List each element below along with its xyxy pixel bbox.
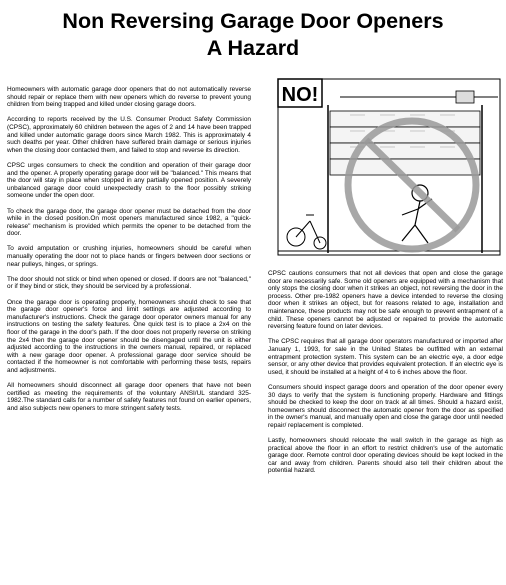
page-title: [0, 8, 506, 62]
right-column: [268, 270, 503, 483]
prohibition-garage-door-child-icon: [270, 75, 503, 263]
paragraph: CPSC urges consumers to check the condition and operation of their garage door and the opener. A properly operating garage door will be "balanced." This means that the door will stay in place when stopped in any partially opened position. A severely unbalanced garage door could unexpectedly crash to the floor possibly striking someone under the open door.: [7, 161, 251, 200]
garage-door-hazard-illustration: [270, 75, 503, 263]
paragraph: The CPSC requires that all garage door operators manufactured or imported after January 1, 1993, for sale in the United States be outfitted with an external entrapment protection system. This system can be an electric eye, a door edge sensor, or any other device that provides equivalent protection. If an electric eye is used, it should be installed at a height of 4 to 6 inches above the floor.: [268, 338, 503, 376]
no-sign-text: NO!: [281, 84, 319, 106]
paragraph: To avoid amputation or crushing injuries, homeowners should be careful when manually operating the door not to place hands or fingers between door sections or near pulleys, hinges, or springs.: [7, 245, 251, 268]
paragraph: The door should not stick or bind when opened or closed. If doors are not "balanced," or if they bind or stick, they should be serviced by a professional.: [7, 275, 251, 291]
paragraph: To check the garage door, the garage door opener must be detached from the door while in the closed position.On most openers manufactured since 1982, a "quick-release" mechanism is provided which permits the opener to be detached from the door.: [7, 207, 251, 238]
paragraph: CPSC cautions consumers that not all devices that open and close the garage door are necessarily safe. Some old openers are equipped with a mechanism that only stops the closing door when it strikes an object, not reversing the door in the process. Other pre-1982 openers have a device intended to reverse the closing door when it strikes an object, but for reasons related to age, installation and maintenance, these products may not be safe enough to prevent entrapment of a child. These openers cannot be adjusted or repaired to provide the automatic reversing feature found on later devices.: [268, 270, 503, 331]
title-line-1: Non Reversing Garage Door Openers: [62, 9, 444, 33]
paragraph: Consumers should inspect garage doors and operation of the door opener every 30 days to verify that the system is functioning properly. Hardware and fittings should be checked to keep the door on track at all times. Should a hazard exist, homeowners should disconnect the automatic opener from the door as specified in the owner's manual, and manually open and close the garage door until needed repair/ replacement is completed.: [268, 383, 503, 429]
paragraph: Homeowners with automatic garage door openers that do not automatically reverse should repair or replace them with new openers which do reverse to prevent young children from being trapped and killed under closing garage doors.: [7, 86, 251, 109]
left-column: [7, 86, 251, 420]
paragraph: Lastly, homeowners should relocate the wall switch in the garage as high as practical above the floor in an effort to restrict children's use of the automatic garage door. Remote control door operating devices should be kept locked in the car and away from children. Parents should also tell their children about the potential hazard.: [268, 437, 503, 475]
paragraph: Once the garage door is operating properly, homeowners should check to see that the garage door opener's force and limit settings are adjusted according to manufacturer's instructions. Check the garage door operator owners manual for any instructions on testing the safety features. One quick test is to place a 2x4 on the floor of the garage in the door's path. If the door does not properly reverse on striking the 2x4 then the garage door opener should be disengaged until the unit is either adjusted according to the instructions in the owners manual, repaired, or replaced with a new garage door opener. A professional garage door service should be contacted if the homeowner is not comfortable with performing these tests, repairs and adjustments.: [7, 298, 251, 374]
paragraph: All homeowners should disconnect all garage door openers that have not been certified as meeting the requirements of the voluntary ANSI/UL standard 325-1982.The standard calls for a number of safety features not found on earlier openers, and also subjects new openers to more stringent safety tests.: [7, 382, 251, 412]
paragraph: According to reports received by the U.S. Consumer Product Safety Commission (CPSC), approximately 60 children between the ages of 2 and 14 have been trapped and killed under automatic garage doors since March 1982. This is approximately 4 such deaths per year. Other children have suffered brain damage or serious injuries when the closing door contacted them, and failed to stop and reverse its direction.: [7, 116, 251, 154]
title-line-2: A Hazard: [206, 36, 300, 60]
